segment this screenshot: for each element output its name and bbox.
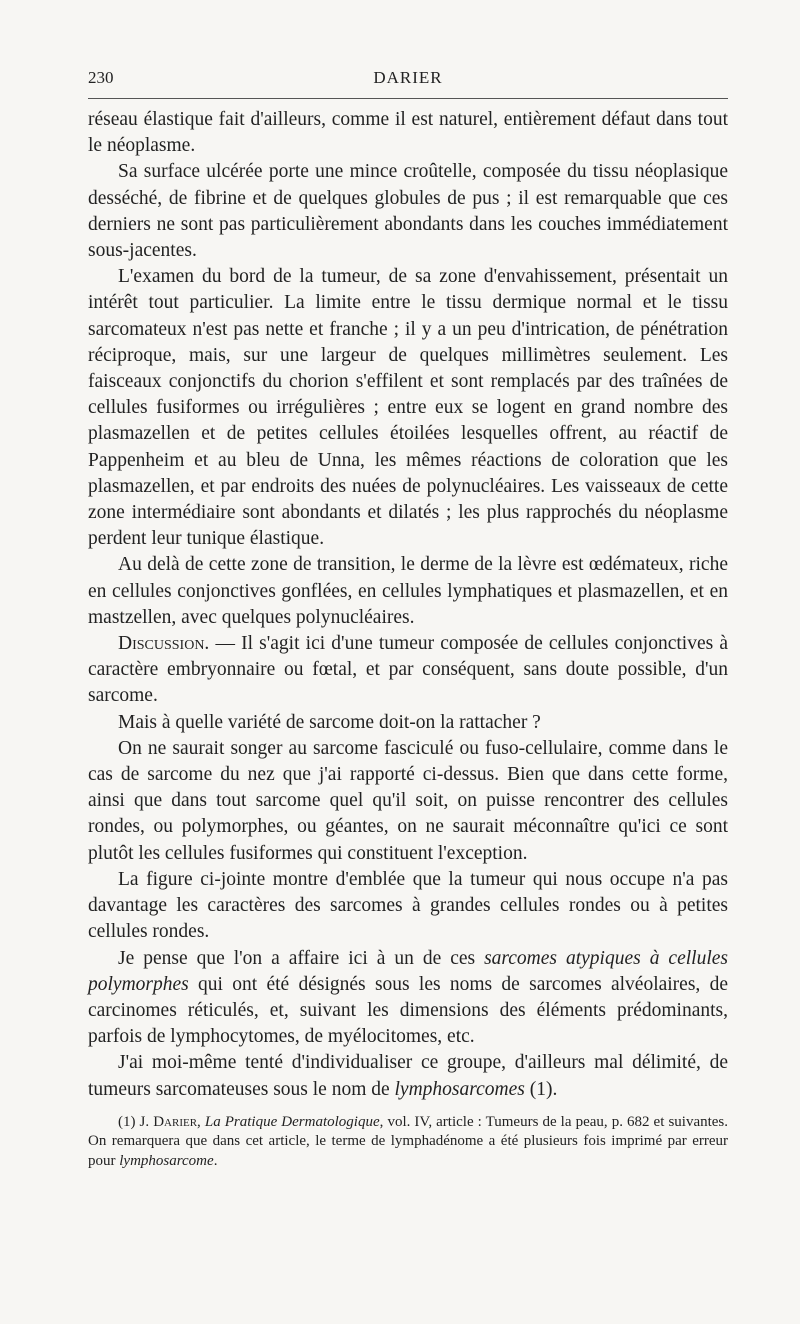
footnote-work: La Pratique Dermatologique bbox=[204, 1113, 380, 1130]
paragraph-text: J'ai moi-même tenté d'individualiser ce groupe, d'ailleurs mal délimité, de tumeurs sarcomateuses sous le nom de bbox=[88, 1052, 728, 1100]
page bbox=[88, 62, 728, 1186]
running-title: DARIER bbox=[373, 68, 443, 87]
paragraph bbox=[88, 1050, 728, 1102]
paragraph-text: — Il s'agit ici d'une tumeur composée de cellules conjonctives à caractère embryonnaire ou fœtal, et par conséquent, sans doute possible, d'un sarcome. bbox=[88, 633, 728, 707]
footnote-sep: , bbox=[197, 1113, 205, 1130]
paragraph-text: Je pense que l'on a affaire ici à un de ces bbox=[118, 947, 485, 969]
paragraph bbox=[88, 946, 728, 1051]
page-header bbox=[88, 62, 728, 92]
italic-term: sarcomes atypiques à cellules polymorphes bbox=[88, 947, 728, 995]
italic-term: lymphosarcomes bbox=[394, 1078, 525, 1100]
footnote-term: lymphosarcome bbox=[119, 1152, 214, 1169]
footnote-text: , vol. IV, article : Tumeurs de la peau, p. 682 et suivantes. On remarquera que dans cet article, le terme de lymphadénome a été plusieurs fois imprimé par erreur pour bbox=[88, 1113, 729, 1169]
footnote-author: Darier bbox=[153, 1113, 198, 1130]
body-text bbox=[88, 107, 728, 1103]
paragraph: réseau élastique fait d'ailleurs, comme il est naturel, entièrement défaut dans tout le néoplasme. bbox=[88, 109, 728, 157]
paragraph-text: (1). bbox=[524, 1078, 558, 1100]
footnote-marker: (1) J. bbox=[118, 1113, 154, 1130]
paragraph-discussion bbox=[88, 631, 728, 710]
paragraph: L'examen du bord de la tumeur, de sa zone d'envahissement, présentait un intérêt tout particulier. La limite entre le tissu dermique normal et le tissu sarcomateux n'est pas nette et franche ; il y a un peu d'intrication, de pénétration réciproque, mais, sur une largeur de quelques millimètres seulement. Les faisceaux conjonctifs du chorion s'effilent et sont remplacés par des traînées de cellules fusiformes ou irrégulières ; entre eux se logent en grand nombre des plasmazellen et de petites cellules étoilées lesquelles offrent, au réactif de Pappenheim et au bleu de Unna, les mêmes réactions de coloration que les plasmazellen, et par endroits des nuées de polynucléaires. Les vaisseaux de cette zone intermédiaire sont abondants et dilatés ; les plus rapprochés du néoplasme perdent leur tunique élastique. bbox=[88, 266, 728, 550]
page-number: 230 bbox=[88, 68, 114, 87]
discussion-lead: Discussion. bbox=[118, 633, 210, 655]
paragraph: La figure ci-jointe montre d'emblée que la tumeur qui nous occupe n'a pas davantage les caractères des sarcomes à grandes cellules rondes ou à petites cellules rondes. bbox=[88, 868, 728, 943]
paragraph: Mais à quelle variété de sarcome doit-on la rattacher ? bbox=[118, 711, 541, 733]
paragraph: On ne saurait songer au sarcome fasciculé ou fuso-cellulaire, comme dans le cas de sarcome du nez que j'ai rapporté ci-dessus. Bien que dans cette forme, ainsi que dans tout sarcome quel qu'il soit, on puisse rencontrer des cellules rondes, ou polymorphes, ou géantes, on ne saurait méconnaître qu'ici ce sont plutôt les cellules fusiformes qui constituent l'exception. bbox=[88, 737, 728, 864]
paragraph: Sa surface ulcérée porte une mince croûtelle, composée du tissu néoplasique desséché, de fibrine et de quelques globules de pus ; il est remarquable que ces derniers ne sont pas particulièrement abondants dans les couches immédiatement sous-jacentes. bbox=[88, 161, 728, 262]
footnote bbox=[88, 1113, 728, 1172]
paragraph: Au delà de cette zone de transition, le derme de la lèvre est œdémateux, riche en cellules conjonctives gonflées, en cellules lymphatiques et plasmazellen, et en mastzellen, avec quelques polynucléaires. bbox=[88, 554, 728, 628]
paragraph-text: qui ont été désignés sous les noms de sarcomes alvéolaires, de carcinomes réticulés, et, suivant les dimensions des éléments prédominants, parfois de lymphocytomes, de myélocitomes, etc. bbox=[88, 973, 728, 1048]
footnote-end: . bbox=[213, 1152, 218, 1169]
header-rule bbox=[88, 98, 728, 99]
